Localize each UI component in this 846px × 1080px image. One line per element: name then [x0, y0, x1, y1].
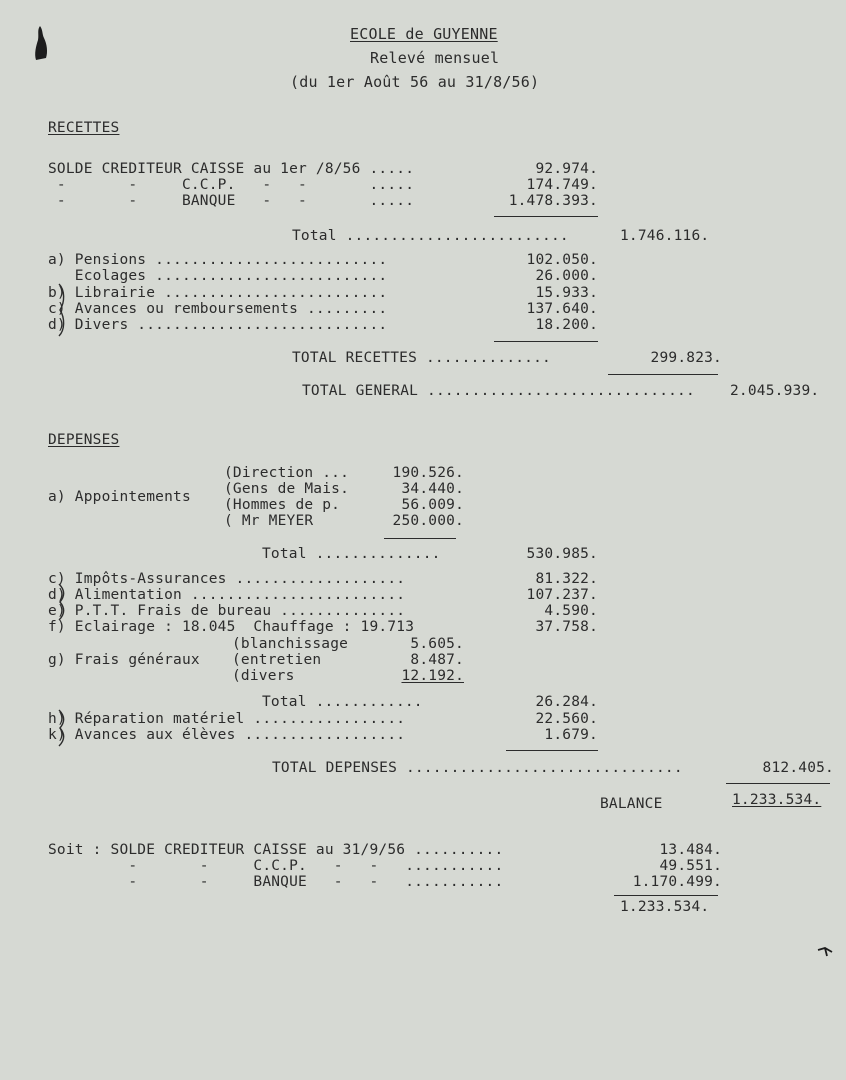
ink-blot-mark — [30, 24, 52, 64]
period-line: (du 1er Août 56 au 31/8/56) — [290, 73, 540, 91]
soit-total-value: 1.233.534. — [620, 899, 710, 915]
appt-direction-value: 190.526. — [392, 465, 464, 481]
rule-soit — [614, 895, 718, 896]
frais-entretien-label: (entretien — [232, 652, 322, 668]
dep-impots-label: c) Impôts-Assurances ................... — [48, 571, 406, 587]
dep-impots-value: 81.322. — [535, 571, 598, 587]
total-depenses-label: TOTAL DEPENSES ............................... — [272, 760, 683, 776]
appt-gens-label: (Gens de Mais. — [224, 481, 350, 497]
solde-caisse-label: SOLDE CREDITEUR CAISSE au 1er /8/56 ..... — [48, 161, 415, 177]
rule-recettes-items — [494, 341, 598, 342]
depenses-total1-label: Total .............. — [262, 546, 441, 562]
soit-banque-value: 1.170.499. — [632, 874, 722, 890]
bracket-depenses — [56, 582, 68, 622]
balance-value: 1.233.534. — [732, 792, 822, 808]
dep-avances-label: k) Avances aux élèves .................. — [48, 727, 406, 743]
solde-banque-value: 1.478.393. — [508, 193, 598, 209]
recette-ecolages-label: Ecolages .......................... — [48, 268, 388, 284]
total-recettes-label: TOTAL RECETTES .............. — [292, 350, 551, 366]
appt-hommes-value: 56.009. — [401, 497, 464, 513]
dep-alimentation-label: d) Alimentation ........................ — [48, 587, 406, 603]
school-title: ECOLE de GUYENNE — [350, 25, 498, 43]
appointements-label: a) Appointements — [48, 489, 191, 505]
rule-total-depenses — [726, 783, 830, 784]
recette-librairie-label: b) Librairie ......................... — [48, 285, 388, 301]
solde-caisse-value: 92.974. — [535, 161, 598, 177]
rule-soldes — [494, 216, 598, 217]
dep-reparation-label: h) Réparation matériel ................. — [48, 711, 406, 727]
solde-ccp-value: 174.749. — [526, 177, 598, 193]
document-subtitle: Relevé mensuel — [370, 49, 500, 67]
recettes-heading: RECETTES — [48, 120, 120, 136]
depenses-total2-label: Total ............ — [262, 694, 423, 710]
depenses-total1-value: 530.985. — [526, 546, 598, 562]
depenses-heading: DEPENSES — [48, 432, 120, 448]
soit-ccp-value: 49.551. — [659, 858, 722, 874]
dep-avances-value: 1.679. — [544, 727, 598, 743]
appt-gens-value: 34.440. — [401, 481, 464, 497]
soit-caisse-value: 13.484. — [659, 842, 722, 858]
recette-divers-label: d) Divers ............................ — [48, 317, 388, 333]
recette-ecolages-value: 26.000. — [535, 268, 598, 284]
dep-alimentation-value: 107.237. — [526, 587, 598, 603]
recette-avances-value: 137.640. — [526, 301, 598, 317]
recette-avances-label: c) Avances ou remboursements ......... — [48, 301, 388, 317]
recettes-total-value: 1.746.116. — [620, 228, 710, 244]
dep-eclairage-value: 37.758. — [535, 619, 598, 635]
depenses-total2-value: 26.284. — [535, 694, 598, 710]
recette-librairie-value: 15.933. — [535, 285, 598, 301]
total-recettes-value: 299.823. — [650, 350, 722, 366]
rule-total-recettes — [608, 374, 718, 375]
rule-depenses-items — [506, 750, 598, 751]
bracket-depenses-2 — [56, 708, 68, 748]
recette-divers-value: 18.200. — [535, 317, 598, 333]
appt-meyer-value: 250.000. — [392, 513, 464, 529]
dep-ptt-value: 4.590. — [544, 603, 598, 619]
soit-caisse-label: Soit : SOLDE CREDITEUR CAISSE au 31/9/56 .......... — [48, 842, 504, 858]
total-depenses-value: 812.405. — [762, 760, 834, 776]
total-general-label: TOTAL GENERAL .............................. — [302, 383, 695, 399]
frais-entretien-value: 8.487. — [410, 652, 464, 668]
pencil-tick-mark — [816, 944, 834, 958]
recette-pensions-label: a) Pensions .......................... — [48, 252, 388, 268]
solde-ccp-label: - - C.C.P. - - ..... — [48, 177, 415, 193]
appt-hommes-label: (Hommes de p. — [224, 497, 341, 513]
dep-reparation-value: 22.560. — [535, 711, 598, 727]
soit-banque-label: - - BANQUE - - ........... — [48, 874, 504, 890]
frais-generaux-label: g) Frais généraux — [48, 652, 200, 668]
dep-ptt-label: e) P.T.T. Frais de bureau .............. — [48, 603, 406, 619]
recette-pensions-value: 102.050. — [526, 252, 598, 268]
frais-divers-label: (divers — [232, 668, 295, 684]
rule-appointements — [384, 538, 456, 539]
frais-blanchissage-label: (blanchissage — [232, 636, 349, 652]
dep-eclairage-label: f) Eclairage : 18.045 Chauffage : 19.713 — [48, 619, 415, 635]
total-general-value: 2.045.939. — [730, 383, 820, 399]
frais-divers-value: 12.192. — [401, 668, 464, 684]
solde-banque-label: - - BANQUE - - ..... — [48, 193, 415, 209]
frais-blanchissage-value: 5.605. — [410, 636, 464, 652]
recettes-total-label: Total ......................... — [292, 228, 569, 244]
appt-meyer-label: ( Mr MEYER — [224, 513, 314, 529]
balance-label: BALANCE — [600, 796, 663, 812]
soit-ccp-label: - - C.C.P. - - ........... — [48, 858, 504, 874]
bracket-recettes — [56, 282, 68, 338]
appt-direction-label: (Direction ... — [224, 465, 350, 481]
